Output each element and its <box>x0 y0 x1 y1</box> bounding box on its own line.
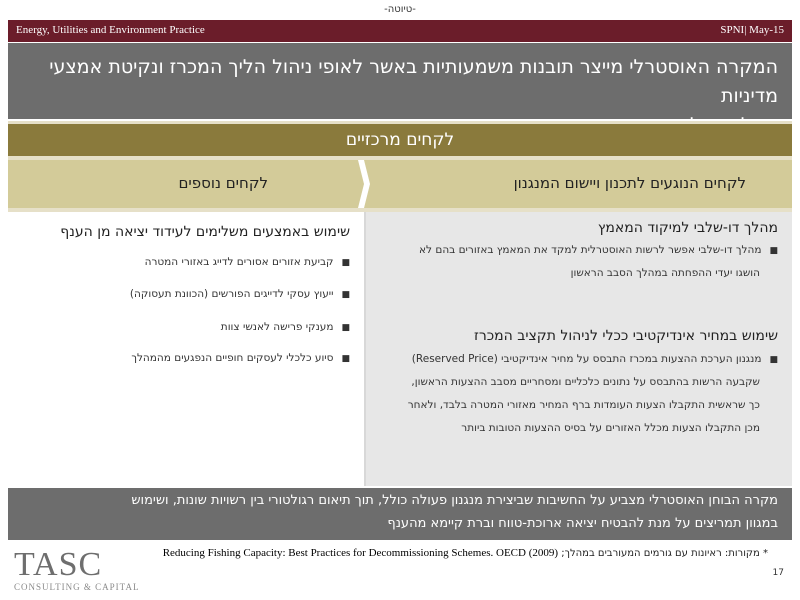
list-item-continuation: מכן התקבלו הצעות מכלל האזורים על בסיס ההצעות הטובות ביותר <box>461 422 760 434</box>
bullet-icon: ■ <box>341 290 350 300</box>
list-item: ■סיוע כלכלי לעסקים חופיים הנפגעים מהמהלך <box>131 352 350 364</box>
source-citation: Reducing Fishing Capacity: Best Practices for Decommissioning Schemes. OECD (2009) <box>162 547 559 559</box>
logo-tagline: CONSULTING & CAPITAL <box>14 582 140 592</box>
bullet-icon: ■ <box>341 258 350 268</box>
two-stage-title: מהלך דו-שלבי למיקוד המאמץ <box>597 220 778 236</box>
mechanism-lessons-panel <box>366 212 792 486</box>
list-item: ■קביעת אזורים אסורים לדייג באזורי המטרה <box>144 256 350 268</box>
reserve-price-title: שימוש במחיר אינדיקטיבי ככלי לניהול תקציב המכרז <box>474 328 778 344</box>
logo-name: TASC <box>14 546 103 583</box>
right-header-label: לקחים הנוגעים לתכנון ויישום המנגנון <box>513 174 746 192</box>
left-column-header <box>8 160 364 208</box>
additional-lessons-panel <box>8 212 364 486</box>
bullet-icon: ■ <box>341 354 350 364</box>
source-note <box>148 547 768 559</box>
practice-name: Energy, Utilities and Environment Practice <box>16 24 205 36</box>
list-item-continuation: הושגו יעדי ההפחתה במהלך הסבב הראשון <box>570 267 760 279</box>
slide-title <box>8 43 792 119</box>
draft-label: -טיוטה- <box>384 4 416 15</box>
page-number: 17 <box>772 568 784 578</box>
list-item-continuation: שקבעה הרשות בהתבסס על נתונים כלכליים ומסחריים מסבב ההצעות הראשון, <box>411 376 760 388</box>
header-date: SPNI| May-15 <box>720 24 784 36</box>
list-item: ■ייעוץ עסקי לדייגים הפורשים (הכוונת תעסוקה) <box>129 288 350 300</box>
list-item: ■מענקי פרישה לאנשי צוות <box>220 321 350 333</box>
bullet-icon: ■ <box>341 323 350 333</box>
list-item: ■מנגנון הערכת ההצעות במכרז התבסס על מחיר אינדיקטיבי (Reserved Price) <box>411 353 778 365</box>
list-item-continuation: כך שראשית התקבלו הצעות העומדות ברף המחיר מאזורי המטרה בלבד, ולאחר <box>407 399 760 411</box>
right-column-header <box>366 160 792 208</box>
source-prefix: * מקורות: ראיונות עם גורמים המעורבים במהלך; <box>561 548 768 559</box>
complementary-measures-title: שימוש באמצעים משלימים לעידוד יציאה מן הענף <box>60 224 350 240</box>
list-item: ■מהלך דו-שלבי אפשר לרשות האוסטרלית למקד את המאמץ באזורים בהם לא <box>419 244 778 256</box>
header-bar <box>8 20 792 42</box>
key-lessons-banner: לקחים מרכזיים <box>8 124 792 156</box>
conclusion-bar <box>8 488 792 540</box>
bullet-icon: ■ <box>769 246 778 256</box>
left-header-label: לקחים נוספים <box>178 174 268 192</box>
conclusion-line-2: במגוון תמריצים על מנת להבטיח יציאה ארוכת-טווח וברת קיימא מהענף <box>387 516 778 531</box>
conclusion-line-1: מקרה הבוחן האוסטרלי מצביע על החשיבות שביצירת מנגנון פעולה כולל, תוך תיאום רגולטורי בין רשויות שונות, ושימוש <box>131 493 778 508</box>
bullet-icon: ■ <box>769 355 778 365</box>
chevron-divider-icon <box>358 160 370 208</box>
title-line-1: המקרה האוסטרלי מייצר תובנות משמעותיות באשר לאופי ניהול הליך המכרז ונקיטת אמצעי מדיניות <box>49 56 778 107</box>
company-logo <box>14 548 139 592</box>
